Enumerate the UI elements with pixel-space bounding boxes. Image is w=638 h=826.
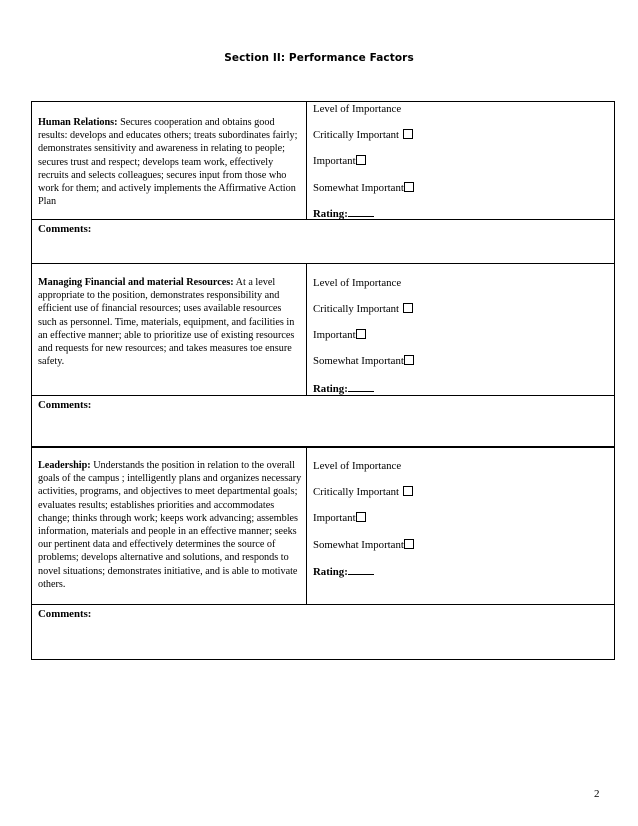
page-number: 2 (594, 788, 600, 800)
factor-description (38, 116, 302, 208)
rating-field (313, 206, 374, 220)
column-divider (306, 447, 307, 604)
somewhat-important-option (313, 354, 414, 368)
factor-name: Managing Financial and material Resources: (38, 277, 234, 288)
somewhat-important-option (313, 181, 414, 195)
critically-important-label: Critically Important (313, 486, 400, 498)
comments-label: Comments: (38, 223, 92, 235)
critically-important-label: Critically Important (313, 129, 400, 141)
comments-label: Comments: (38, 608, 92, 620)
importance-heading: Level of Importance (313, 460, 402, 472)
comments-area[interactable] (32, 220, 614, 263)
somewhat-important-option (313, 538, 414, 552)
somewhat-important-label: Somewhat Important (313, 355, 404, 367)
factor-row (32, 447, 614, 605)
importance-heading: Level of Importance (313, 103, 402, 115)
somewhat-important-checkbox[interactable] (404, 355, 414, 365)
factor-name: Leadership: (38, 460, 91, 471)
factor-description (38, 276, 302, 368)
critically-important-checkbox[interactable] (403, 486, 413, 496)
somewhat-important-checkbox[interactable] (404, 182, 414, 192)
important-option (313, 511, 366, 525)
factor-text: Secures cooperation and obtains good results: develops and educates others; treats subordinates fairly; demonstrates sensitivity and awareness in relating to people; secures trust and respect; develops team work, effectively recruits and selects colleagues; secures input from those who work for them; and actively implements the Affirmative Action Plan (38, 117, 298, 208)
rating-field (313, 381, 374, 395)
factor-block-leadership (31, 446, 615, 660)
somewhat-important-label: Somewhat Important (313, 539, 404, 551)
factor-row (32, 102, 614, 220)
important-checkbox[interactable] (356, 329, 366, 339)
important-option (313, 154, 366, 168)
factor-block-human-relations (31, 101, 615, 264)
critically-important-option (313, 485, 413, 499)
factor-row (32, 264, 614, 396)
column-divider (306, 264, 307, 395)
factor-text: Understands the position in relation to the overall goals of the campus ; intelligently plans and organizes necessary activities, programs, and objectives to meet departmental goals; evaluates results; establishes priorities and accommodates change; thinks through work; keeps work advancing; assembles information, materials and people in an effective manner; seeks our pertinent data and effectively determines the source of problems; develops alternative and solutions, and responds to novel situations; demonstrates initiative, and is able to motivate others. (38, 460, 302, 590)
important-checkbox[interactable] (356, 512, 366, 522)
critically-important-checkbox[interactable] (403, 303, 413, 313)
comments-label: Comments: (38, 399, 92, 411)
comments-area[interactable] (32, 605, 614, 659)
rating-blank[interactable] (348, 564, 374, 575)
comments-area[interactable] (32, 396, 614, 447)
rating-blank[interactable] (348, 206, 374, 217)
critically-important-label: Critically Important (313, 303, 400, 315)
importance-heading: Level of Importance (313, 277, 402, 289)
section-title: Section II: Performance Factors (224, 52, 414, 64)
critically-important-option (313, 128, 413, 142)
rating-field (313, 564, 374, 578)
important-label: Important (313, 329, 356, 341)
important-label: Important (313, 155, 356, 167)
rating-label: Rating: (313, 383, 348, 395)
rating-label: Rating: (313, 566, 348, 578)
important-option (313, 328, 366, 342)
column-divider (306, 102, 307, 219)
somewhat-important-checkbox[interactable] (404, 539, 414, 549)
factor-description (38, 459, 302, 591)
rating-blank[interactable] (348, 381, 374, 392)
critically-important-option (313, 302, 413, 316)
critically-important-checkbox[interactable] (403, 129, 413, 139)
rating-label: Rating: (313, 208, 348, 220)
important-label: Important (313, 512, 356, 524)
factor-name: Human Relations: (38, 117, 118, 128)
factor-block-financial-resources (31, 263, 615, 448)
somewhat-important-label: Somewhat Important (313, 182, 404, 194)
important-checkbox[interactable] (356, 155, 366, 165)
factor-text: At a level appropriate to the position, demonstrates responsibility and efficient use of financial resources; uses available resources such as personnel. Time, materials, equipment, and facilities in an effective manner; able to prioritize use of existing resources and requests for new resources; and takes measures toe ensure safety. (38, 277, 295, 368)
